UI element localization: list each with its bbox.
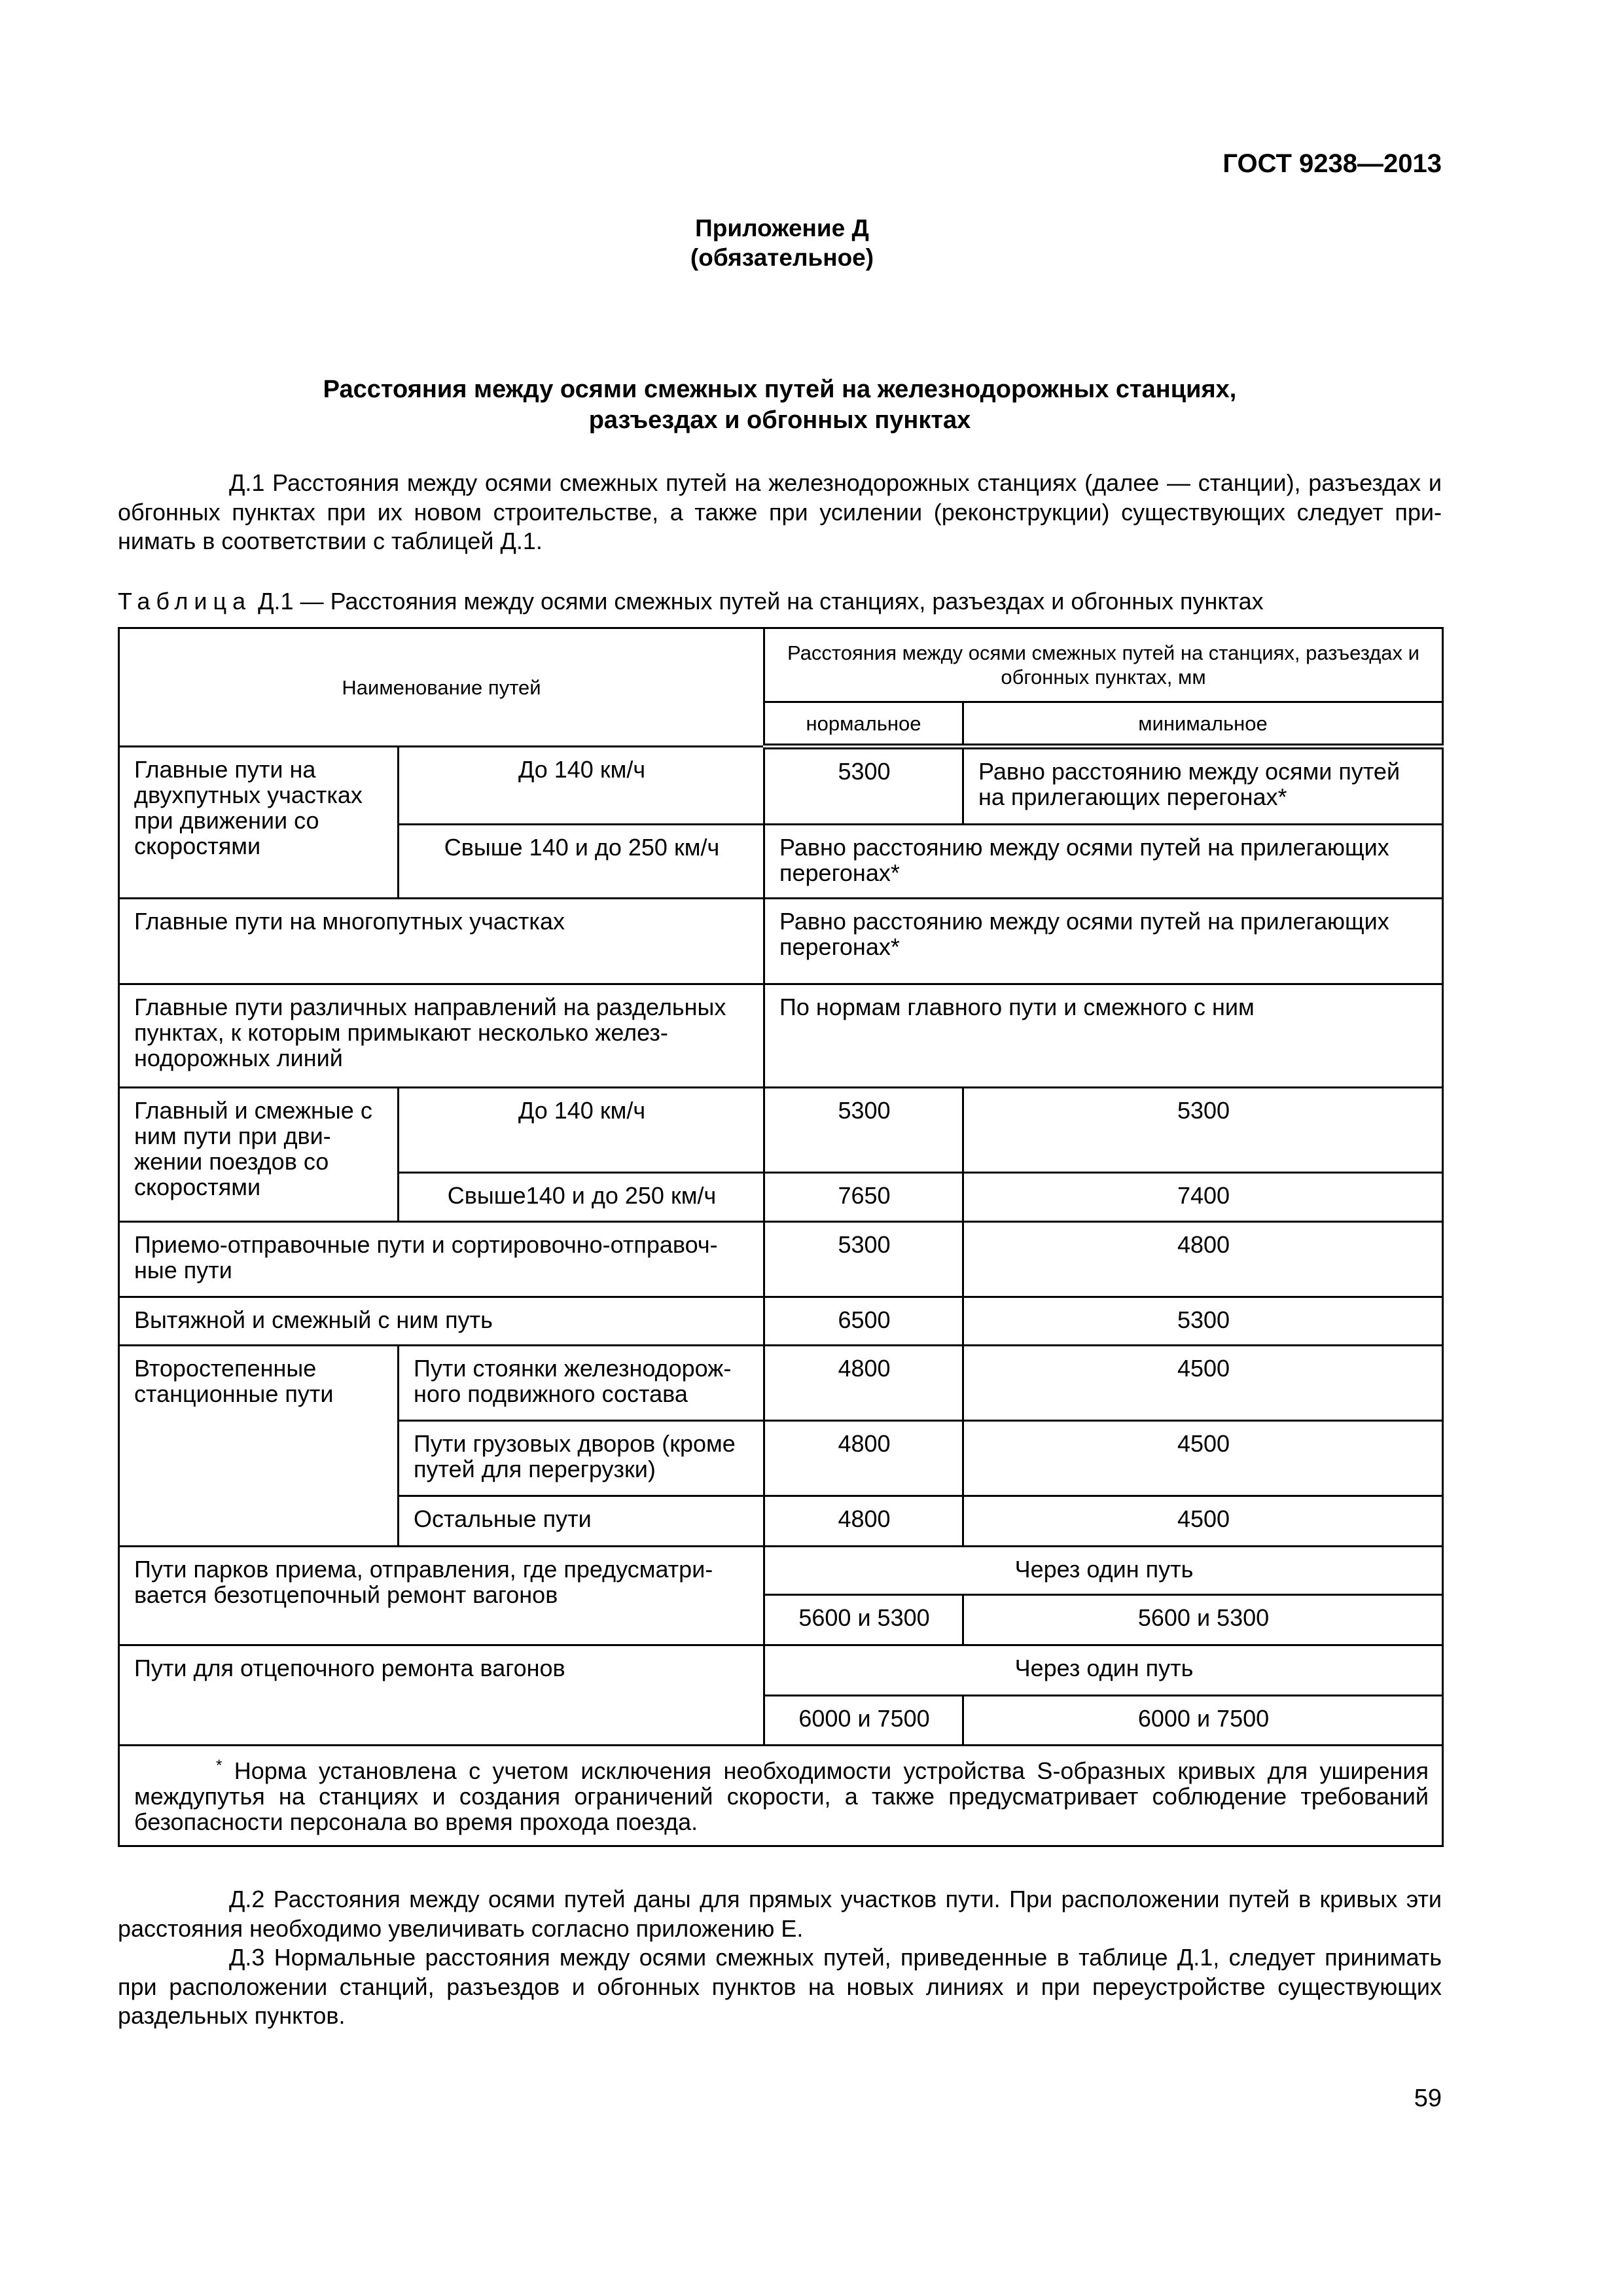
speed-cell: Свыше140 и до 250 км/ч: [399, 1173, 764, 1222]
table-row: [119, 1645, 1443, 1696]
name-cell: Главные пути на многопутных участках: [119, 899, 764, 984]
speed-cell: До 140 км/ч: [399, 1088, 764, 1173]
distance-cell: Равно расстоянию между осями путей на прилегающих перегонах*: [764, 899, 1443, 984]
paragraph-d1: Д.1 Расстояния между осями смежных путей на железнодорожных станциях (далее — станции), разъездах и обгонных пунктах при их новом строительстве, а также при усилении (реконструкции) существующих следует принимать в соответствии с таблицей Д.1.: [118, 469, 1442, 554]
caption-text: Д.1 — Расстояния между осями смежных путей на станциях, разъездах и обгонных пунктах: [258, 588, 1264, 615]
minimal-cell: Равно расстоянию между осями путей на прилегающих перегонах*: [963, 747, 1443, 825]
footnote-mark: *: [216, 1757, 223, 1774]
table-row: [119, 1297, 1443, 1346]
normal-cell: 4800: [764, 1421, 963, 1496]
title-line: Расстояния между осями смежных путей на железнодорожных станциях,: [323, 376, 1237, 403]
minimal-cell: 5600 и 5300: [963, 1595, 1443, 1645]
speed-cell: Свыше 140 и до 250 км/ч: [399, 825, 764, 899]
subtype-cell: Остальные пути: [399, 1496, 764, 1547]
table-row: [119, 1088, 1443, 1173]
name-cell: Пути парков приема, отправления, где предусматривается безотцепочный ремонт вагонов: [119, 1547, 764, 1645]
normal-cell: 5600 и 5300: [764, 1595, 963, 1645]
subtype-cell: Пути стоянки железнодорожного подвижного состава: [399, 1346, 764, 1421]
appendix-status: (обязательное): [690, 244, 874, 271]
paragraph-d3: Д.3 Нормальные расстояния между осями смежных путей, приведенные в таблице Д.1, следует принимать при расположении станций, разъездов и обгонных пунктов на новых линиях и при переустройстве существующих раздельных пунктов.: [118, 1944, 1442, 2029]
table-row: [119, 899, 1443, 984]
footnote-row: [119, 1746, 1443, 1846]
note-cell: Через один путь: [764, 1547, 1443, 1595]
distances-table: [118, 627, 1444, 1847]
table-row: [119, 1547, 1443, 1595]
normal-cell: 5300: [764, 1088, 963, 1173]
minimal-cell: 5300: [963, 1088, 1443, 1173]
name-cell: Главные пути различных направлений на раздельных пунктах, к которым примыкают несколько железнодорожных линий: [119, 984, 764, 1088]
paragraph-d2: Д.2 Расстояния между осями путей даны для прямых участков пути. При расположении путей в кривых эти расстояния необходимо увеличивать согласно приложению Е.: [118, 1886, 1442, 1942]
minimal-cell: 7400: [963, 1173, 1443, 1222]
minimal-cell: 4500: [963, 1421, 1443, 1496]
page-number: 59: [1414, 2085, 1442, 2112]
table-row: [119, 984, 1443, 1088]
normal-cell: 4800: [764, 1346, 963, 1421]
row-group: Второстепенные станционные пути: [119, 1346, 399, 1547]
caption-prefix: Таблица: [118, 588, 252, 615]
name-cell: Вытяжной и смежный с ним путь: [119, 1297, 764, 1346]
table-caption: [118, 588, 1264, 615]
footnote-cell: [119, 1746, 1443, 1846]
title-line: разъездах и обгонных пунктах: [588, 406, 971, 434]
header-minimal: минимальное: [963, 702, 1443, 747]
name-cell: Приемо-отправочные пути и сортировочно-отправочные пути: [119, 1222, 764, 1297]
minimal-cell: 5300: [963, 1297, 1443, 1346]
table-row: [119, 1346, 1443, 1421]
normal-cell: 6500: [764, 1297, 963, 1346]
normal-cell: 7650: [764, 1173, 963, 1222]
row-group: Главные пути на двухпутных участках при движении со скоростями: [119, 747, 399, 899]
normal-cell: 5300: [764, 1222, 963, 1297]
normal-cell: 5300: [764, 747, 963, 825]
table-row: [119, 1222, 1443, 1297]
distance-cell: Равно расстоянию между осями путей на прилегающих перегонах*: [764, 825, 1443, 899]
appendix-label: Приложение Д: [695, 215, 869, 242]
row-group: Главный и смежные с ним пути при движении поездов со скоростями: [119, 1088, 399, 1222]
normal-cell: 4800: [764, 1496, 963, 1547]
subtype-cell: Пути грузовых дворов (кроме путей для перегрузки): [399, 1421, 764, 1496]
table-row: [119, 747, 1443, 825]
standard-number: ГОСТ 9238—2013: [1222, 149, 1442, 178]
name-cell: Пути для отцепочного ремонта вагонов: [119, 1645, 764, 1746]
header-distances: Расстояния между осями смежных путей на станциях, разъездах и обгонных пунктах, мм: [764, 628, 1443, 702]
minimal-cell: 4800: [963, 1222, 1443, 1297]
header-normal: нормальное: [764, 702, 963, 747]
normal-cell: 6000 и 7500: [764, 1696, 963, 1746]
appendix-title: [118, 374, 1442, 436]
minimal-cell: 6000 и 7500: [963, 1696, 1443, 1746]
speed-cell: До 140 км/ч: [399, 747, 764, 825]
footnote-text: Норма установлена с учетом исключения необходимости устройства S-образных кривых для уширения междупутья на станциях и создания ограничений скорости, а также предусматривает соблюдение требований безопасности персонала во время прохода поезда.: [134, 1757, 1429, 1835]
header-name: Наименование путей: [119, 628, 764, 747]
note-cell: Через один путь: [764, 1645, 1443, 1696]
minimal-cell: 4500: [963, 1496, 1443, 1547]
distance-cell: По нормам главного пути и смежного с ним: [764, 984, 1443, 1088]
minimal-cell: 4500: [963, 1346, 1443, 1421]
